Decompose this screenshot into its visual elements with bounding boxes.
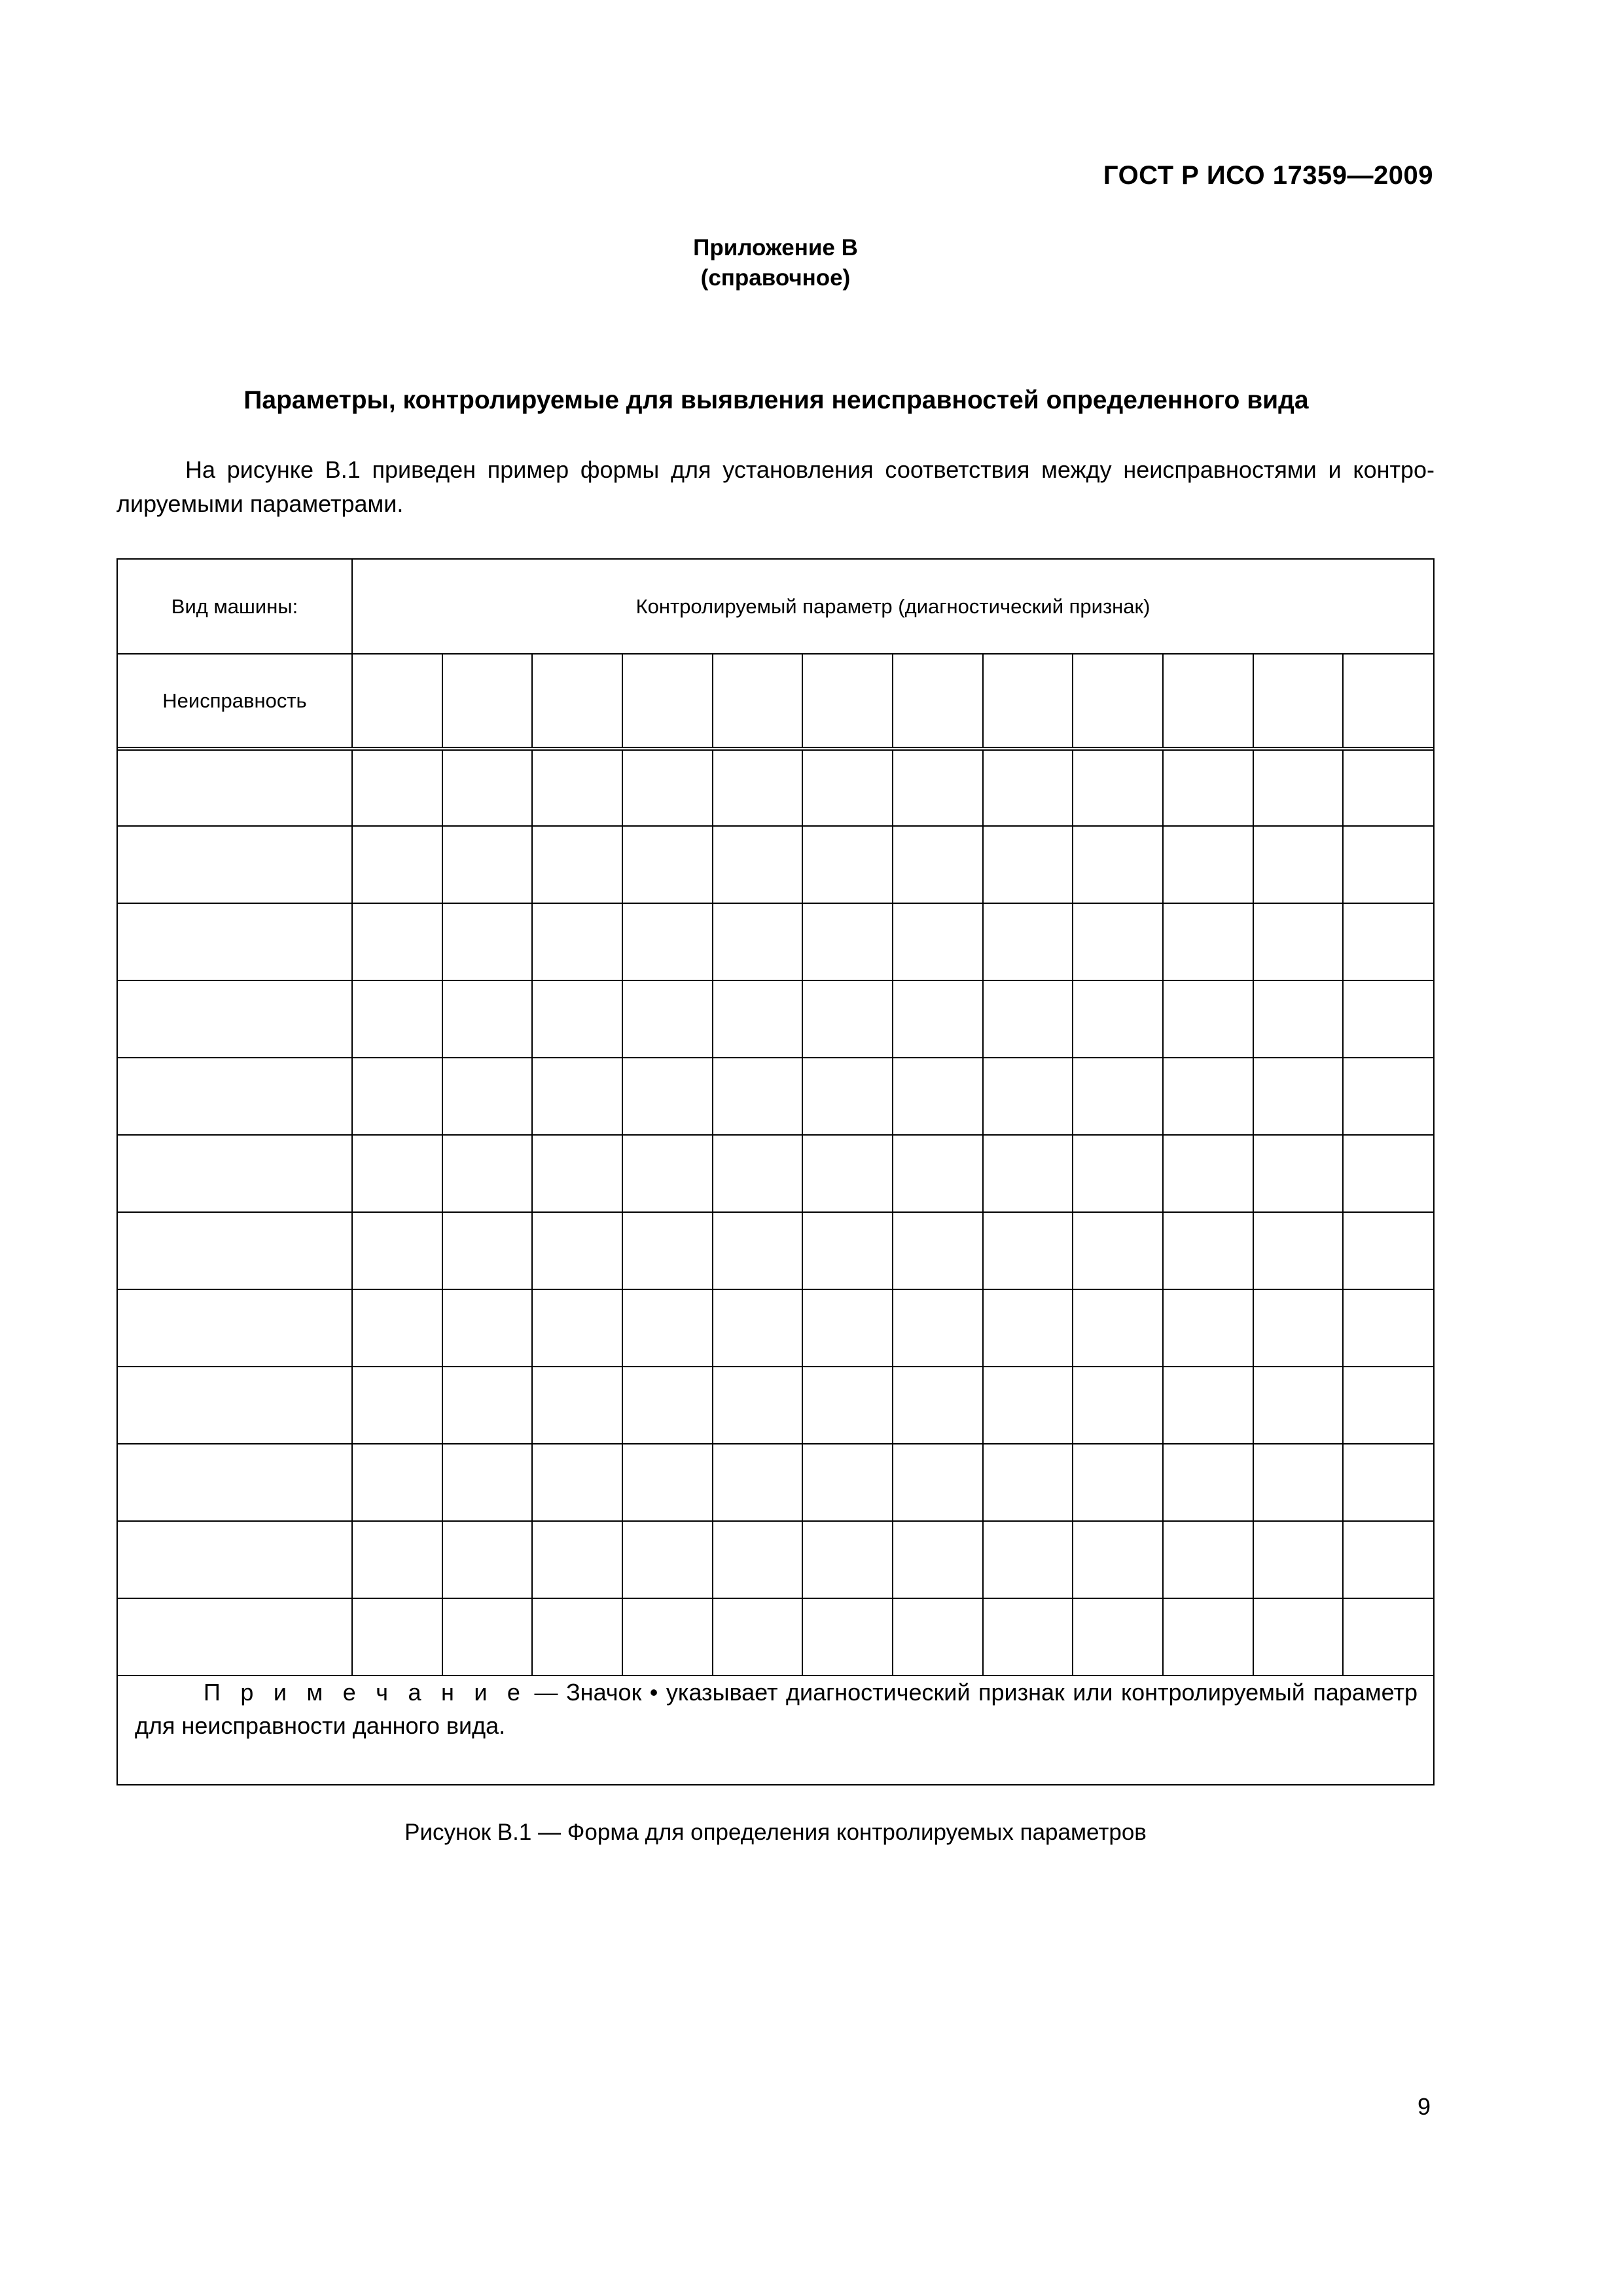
mark-cell xyxy=(442,1289,533,1367)
mark-cell xyxy=(1343,1289,1433,1367)
mark-cell xyxy=(1073,749,1163,826)
table-row xyxy=(118,1598,1433,1676)
mark-cell xyxy=(442,903,533,980)
parameter-cell xyxy=(1163,654,1253,749)
mark-cell xyxy=(532,1598,622,1676)
mark-cell xyxy=(622,749,713,826)
mark-cell xyxy=(1253,1521,1344,1598)
mark-cell xyxy=(622,826,713,903)
mark-cell xyxy=(1253,749,1344,826)
fault-name-cell xyxy=(118,1289,352,1367)
mark-cell xyxy=(802,1289,893,1367)
mark-cell xyxy=(1343,1135,1433,1212)
figure-caption: Рисунок В.1 — Форма для определения контролируемых параметров xyxy=(404,1820,1147,1845)
mark-cell xyxy=(622,1058,713,1135)
table-row xyxy=(118,1212,1433,1289)
mark-cell xyxy=(1343,1058,1433,1135)
mark-cell xyxy=(802,1521,893,1598)
standard-code: ГОСТ Р ИСО 17359—2009 xyxy=(1103,161,1433,190)
table-row xyxy=(118,1367,1433,1444)
mark-cell xyxy=(1253,1444,1344,1521)
mark-cell xyxy=(713,1058,803,1135)
mark-cell xyxy=(983,749,1073,826)
fault-name-cell xyxy=(118,1521,352,1598)
parameter-cell xyxy=(802,654,893,749)
diagnostic-form xyxy=(116,558,1435,1785)
mark-cell xyxy=(1343,1521,1433,1598)
mark-cell xyxy=(1073,903,1163,980)
mark-cell xyxy=(622,980,713,1058)
mark-cell xyxy=(893,1521,983,1598)
fault-name-cell xyxy=(118,1444,352,1521)
mark-cell xyxy=(713,1289,803,1367)
mark-cell xyxy=(713,980,803,1058)
mark-cell xyxy=(893,1367,983,1444)
mark-cell xyxy=(1343,1444,1433,1521)
mark-cell xyxy=(442,1367,533,1444)
note-text: — Значок • указывает диагностический признак или контролируемый параметр для неисправности данного вида. xyxy=(135,1679,1418,1739)
mark-cell xyxy=(1343,1367,1433,1444)
mark-cell xyxy=(1343,1598,1433,1676)
mark-cell xyxy=(1073,826,1163,903)
mark-cell xyxy=(802,1598,893,1676)
mark-cell xyxy=(983,826,1073,903)
mark-cell xyxy=(352,1212,442,1289)
mark-cell xyxy=(442,1521,533,1598)
fault-name-cell xyxy=(118,1212,352,1289)
mark-cell xyxy=(1253,826,1344,903)
mark-cell xyxy=(1073,1444,1163,1521)
mark-cell xyxy=(1163,1521,1253,1598)
section-title: Параметры, контролируемые для выявления неисправностей определенного вида xyxy=(243,386,1309,414)
fault-label: Неисправность xyxy=(118,654,352,749)
page-number: 9 xyxy=(1417,2093,1431,2120)
mark-cell xyxy=(802,1058,893,1135)
mark-cell xyxy=(713,1521,803,1598)
mark-cell xyxy=(893,826,983,903)
mark-cell xyxy=(352,1598,442,1676)
annex-title: Приложение В xyxy=(693,235,858,260)
mark-cell xyxy=(622,903,713,980)
mark-cell xyxy=(532,1212,622,1289)
mark-cell xyxy=(802,826,893,903)
mark-cell xyxy=(1253,1058,1344,1135)
mark-cell xyxy=(893,903,983,980)
parameter-cell xyxy=(352,654,442,749)
mark-cell xyxy=(622,1212,713,1289)
mark-cell xyxy=(1343,980,1433,1058)
fault-name-cell xyxy=(118,1367,352,1444)
mark-cell xyxy=(713,1135,803,1212)
mark-cell xyxy=(442,980,533,1058)
mark-cell xyxy=(1163,1058,1253,1135)
mark-cell xyxy=(1163,749,1253,826)
mark-cell xyxy=(622,1444,713,1521)
mark-cell xyxy=(1343,1212,1433,1289)
mark-cell xyxy=(532,826,622,903)
mark-cell xyxy=(442,1598,533,1676)
mark-cell xyxy=(442,1212,533,1289)
mark-cell xyxy=(352,1367,442,1444)
mark-cell xyxy=(1163,903,1253,980)
parameter-cell xyxy=(1343,654,1433,749)
table-row xyxy=(118,1058,1433,1135)
mark-cell xyxy=(622,1598,713,1676)
mark-cell xyxy=(352,1135,442,1212)
parameter-header: Контролируемый параметр (диагностический признак) xyxy=(352,560,1433,654)
mark-cell xyxy=(352,1521,442,1598)
mark-cell xyxy=(713,749,803,826)
mark-cell xyxy=(532,1521,622,1598)
mark-cell xyxy=(442,826,533,903)
fault-name-cell xyxy=(118,1058,352,1135)
mark-cell xyxy=(1253,903,1344,980)
mark-cell xyxy=(532,903,622,980)
mark-cell xyxy=(893,1598,983,1676)
mark-cell xyxy=(532,1058,622,1135)
mark-cell xyxy=(1163,1367,1253,1444)
mark-cell xyxy=(532,1135,622,1212)
mark-cell xyxy=(983,903,1073,980)
fault-name-cell xyxy=(118,903,352,980)
mark-cell xyxy=(802,1212,893,1289)
table-row xyxy=(118,903,1433,980)
mark-cell xyxy=(1073,1212,1163,1289)
parameter-cell xyxy=(713,654,803,749)
parameter-cell xyxy=(442,654,533,749)
mark-cell xyxy=(1073,1367,1163,1444)
mark-cell xyxy=(622,1521,713,1598)
mark-cell xyxy=(442,1058,533,1135)
mark-cell xyxy=(983,1367,1073,1444)
mark-cell xyxy=(1073,1135,1163,1212)
mark-cell xyxy=(1073,1058,1163,1135)
mark-cell xyxy=(352,1289,442,1367)
mark-cell xyxy=(352,1444,442,1521)
fault-name-cell xyxy=(118,1135,352,1212)
mark-cell xyxy=(1253,1289,1344,1367)
parameter-cell xyxy=(893,654,983,749)
table-row xyxy=(118,980,1433,1058)
mark-cell xyxy=(1163,1135,1253,1212)
mark-cell xyxy=(802,903,893,980)
mark-cell xyxy=(983,1521,1073,1598)
mark-cell xyxy=(1163,1444,1253,1521)
mark-cell xyxy=(713,1367,803,1444)
fault-name-cell xyxy=(118,749,352,826)
mark-cell xyxy=(1163,1598,1253,1676)
mark-cell xyxy=(802,1367,893,1444)
mark-cell xyxy=(532,1367,622,1444)
mark-cell xyxy=(893,1212,983,1289)
mark-cell xyxy=(713,1444,803,1521)
mark-cell xyxy=(983,1058,1073,1135)
note-prefix: П р и м е ч а н и е xyxy=(204,1679,526,1706)
mark-cell xyxy=(983,1598,1073,1676)
fault-name-cell xyxy=(118,1598,352,1676)
mark-cell xyxy=(802,1135,893,1212)
mark-cell xyxy=(713,826,803,903)
table-row xyxy=(118,749,1433,826)
mark-cell xyxy=(893,1135,983,1212)
mark-cell xyxy=(1163,1289,1253,1367)
parameter-cell xyxy=(1073,654,1163,749)
mark-cell xyxy=(352,980,442,1058)
mark-cell xyxy=(893,1444,983,1521)
mark-cell xyxy=(1073,980,1163,1058)
mark-cell xyxy=(352,1058,442,1135)
mark-cell xyxy=(442,1135,533,1212)
form-note xyxy=(118,1676,1433,1742)
annex-heading xyxy=(0,233,1551,293)
mark-cell xyxy=(713,1598,803,1676)
mark-cell xyxy=(893,1058,983,1135)
mark-cell xyxy=(622,1367,713,1444)
mark-cell xyxy=(893,1289,983,1367)
intro-paragraph: На рисунке В.1 приведен пример формы для установления соответствия между неисправностями и контролируемыми параметрами. xyxy=(116,456,1435,517)
mark-cell xyxy=(1253,1135,1344,1212)
mark-cell xyxy=(352,826,442,903)
mark-cell xyxy=(1163,826,1253,903)
parameter-cell xyxy=(622,654,713,749)
mark-cell xyxy=(983,1135,1073,1212)
annex-status: (справочное) xyxy=(700,265,851,291)
mark-cell xyxy=(352,749,442,826)
mark-cell xyxy=(622,1289,713,1367)
form-header-row xyxy=(118,560,1433,654)
mark-cell xyxy=(713,903,803,980)
mark-cell xyxy=(442,1444,533,1521)
mark-cell xyxy=(1253,1212,1344,1289)
table-row xyxy=(118,1444,1433,1521)
mark-cell xyxy=(802,980,893,1058)
table-row xyxy=(118,1521,1433,1598)
mark-cell xyxy=(983,1212,1073,1289)
mark-cell xyxy=(802,749,893,826)
mark-cell xyxy=(1073,1598,1163,1676)
mark-cell xyxy=(442,749,533,826)
mark-cell xyxy=(532,749,622,826)
mark-cell xyxy=(532,1444,622,1521)
mark-cell xyxy=(983,1444,1073,1521)
form-table xyxy=(118,560,1433,1676)
mark-cell xyxy=(983,1289,1073,1367)
mark-cell xyxy=(893,980,983,1058)
table-row xyxy=(118,826,1433,903)
mark-cell xyxy=(1163,980,1253,1058)
mark-cell xyxy=(1343,749,1433,826)
parameter-cell xyxy=(1253,654,1344,749)
table-row xyxy=(118,1289,1433,1367)
machine-type-label: Вид машины: xyxy=(118,560,352,654)
mark-cell xyxy=(532,980,622,1058)
mark-cell xyxy=(1073,1289,1163,1367)
parameter-cell xyxy=(532,654,622,749)
mark-cell xyxy=(802,1444,893,1521)
parameter-cell xyxy=(983,654,1073,749)
mark-cell xyxy=(1343,826,1433,903)
mark-cell xyxy=(1253,1598,1344,1676)
mark-cell xyxy=(1253,980,1344,1058)
mark-cell xyxy=(983,980,1073,1058)
table-row xyxy=(118,1135,1433,1212)
mark-cell xyxy=(1343,903,1433,980)
mark-cell xyxy=(893,749,983,826)
fault-name-cell xyxy=(118,826,352,903)
mark-cell xyxy=(713,1212,803,1289)
fault-header-row xyxy=(118,654,1433,749)
mark-cell xyxy=(532,1289,622,1367)
fault-name-cell xyxy=(118,980,352,1058)
mark-cell xyxy=(1073,1521,1163,1598)
mark-cell xyxy=(352,903,442,980)
mark-cell xyxy=(1253,1367,1344,1444)
mark-cell xyxy=(1163,1212,1253,1289)
mark-cell xyxy=(622,1135,713,1212)
